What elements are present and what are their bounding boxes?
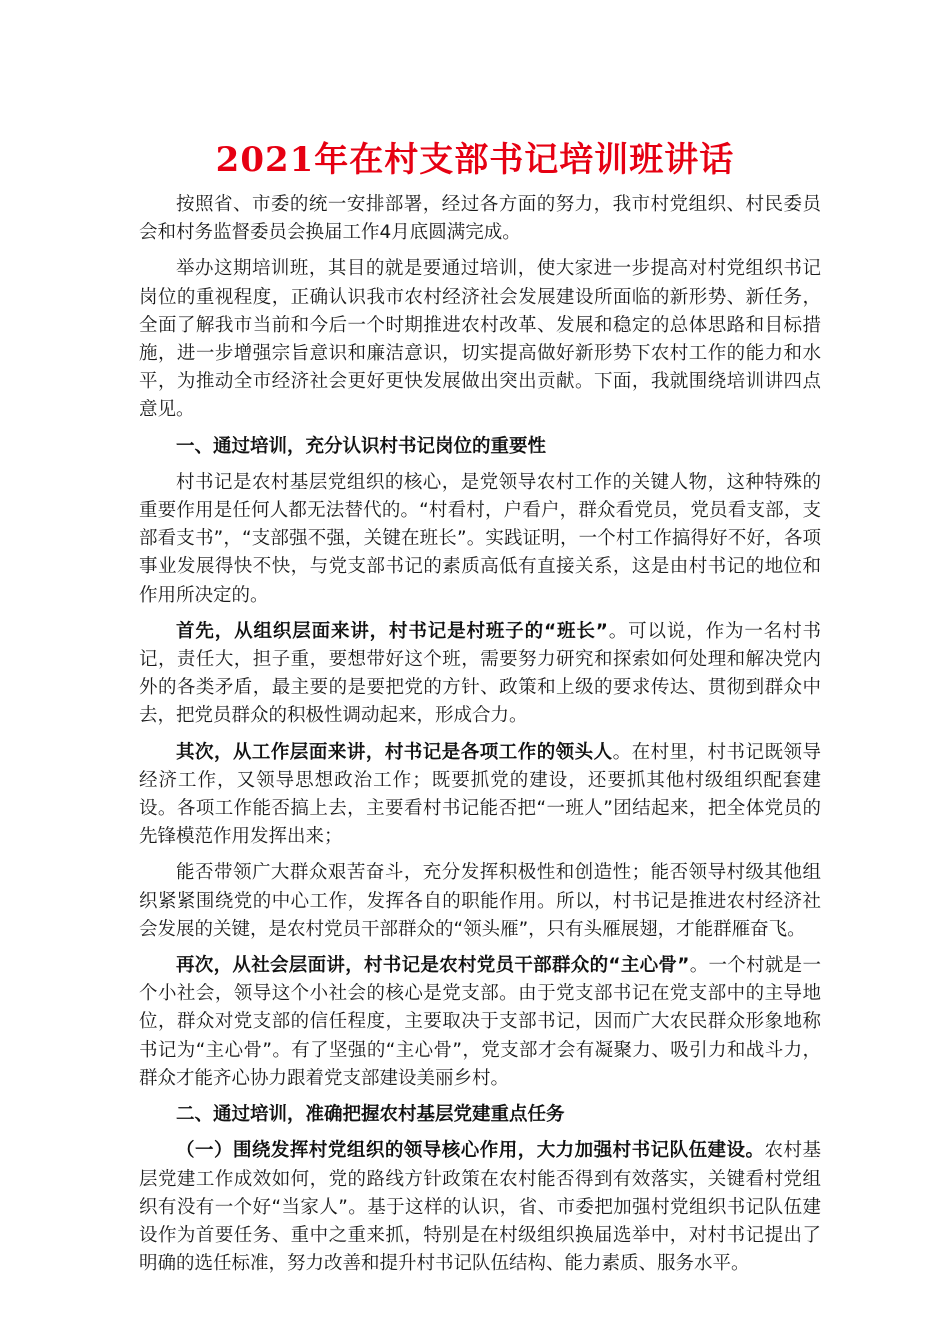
- paragraph-7: 再次，从社会层面讲，村书记是农村党员干部群众的“主心骨”。一个村就是一个小社会，领导这个小社会的核心是党支部。由于党支部书记在党支部中的主导地位，群众对党支部的信任程度，主要取决于支部书记，因而广大农民群众形象地称书记为“主心骨”。有了坚强的“主心骨”，党支部才会有凝聚力、吸引力和战斗力，群众才能齐心协力跟着党支部建设美丽乡村。: [139, 955, 821, 1089]
- paragraph-lead: 其次，从工作层面来讲，村书记是各项工作的领头人: [176, 741, 613, 763]
- section-heading-1: 一、通过培训，充分认识村书记岗位的重要性: [176, 435, 547, 457]
- paragraph-3: 村书记是农村基层党组织的核心，是党领导农村工作的关键人物，这种特殊的重要作用是任何人都无法替代的。“村看村，户看户，群众看党员，党员看支部，支部看支书”，“支部强不强，关键在班长”。实践证明，一个村工作搞得好不好，各项事业发展得快不快，与党支部书记的素质高低有直接关系，这是由村书记的地位和作用所决定的。: [139, 471, 821, 606]
- section-heading-2: 二、通过培训，准确把握农村基层党建重点任务: [176, 1104, 565, 1126]
- document-title: 2021年在村支部书记培训班讲话: [215, 140, 735, 180]
- document-body: [139, 191, 821, 1286]
- paragraph-2: 举办这期培训班，其目的就是要通过培训，使大家进一步提高对村党组织书记岗位的重视程度，正确认识我市农村经济社会发展建设所面临的新形势、新任务，全面了解我市当前和今后一个时期推进农村改革、发展和稳定的总体思路和目标措施，进一步增强宗旨意识和廉洁意识，切实提高做好新形势下农村工作的能力和水平，为推动全市经济社会更好更快发展做出突出贡献。下面，我就围绕培训讲四点意见。: [139, 258, 821, 421]
- paragraph-1: 按照省、市委的统一安排部署，经过各方面的努力，我市村党组织、村民委员会和村务监督委员会换届工作4月底圆满完成。: [139, 194, 821, 244]
- subsection-lead: （一）围绕发挥村党组织的领导核心作用，大力加强村书记队伍建设。: [176, 1140, 765, 1162]
- paragraph-6: 能否带领广大群众艰苦奋斗，充分发挥积极性和创造性；能否领导村级其他组织紧紧围绕党的中心工作，发挥各自的职能作用。所以，村书记是推进农村经济社会发展的关键，是农村党员干部群众的“领头雁”，只有头雁展翅，才能群雁奋飞。: [139, 862, 821, 940]
- paragraph-lead: 首先，从组织层面来讲，村书记是村班子的“班长”: [176, 620, 608, 642]
- paragraph-8: （一）围绕发挥村党组织的领导核心作用，大力加强村书记队伍建设。农村基层党建工作成效如何，党的路线方针政策在农村能否得到有效落实，关键看村党组织有没有一个好“当家人”。基于这样的认识，省、市委把加强村党组织书记队伍建设作为首要任务、重中之重来抓，特别是在村级组织换届选举中，对村书记提出了明确的选任标准，努力改善和提升村书记队伍结构、能力素质、服务水平。: [139, 1140, 821, 1275]
- paragraph-4: 首先，从组织层面来讲，村书记是村班子的“班长”。可以说，作为一名村书记，责任大，担子重，要想带好这个班，需要努力研究和探索如何处理和解决党内外的各类矛盾，最主要的是要把党的方针、政策和上级的要求传达、贯彻到群众中去，把党员群众的积极性调动起来，形成合力。: [139, 620, 821, 727]
- paragraph-5: 其次，从工作层面来讲，村书记是各项工作的领头人。在村里，村书记既领导经济工作，又领导思想政治工作；既要抓党的建设，还要抓其他村级组织配套建设。各项工作能否搞上去，主要看村书记能否把“一班人”团结起来，把全体党员的先锋模范作用发挥出来；: [139, 741, 821, 848]
- paragraph-lead: 再次，从社会层面讲，村书记是农村党员干部群众的“主心骨”: [176, 955, 690, 977]
